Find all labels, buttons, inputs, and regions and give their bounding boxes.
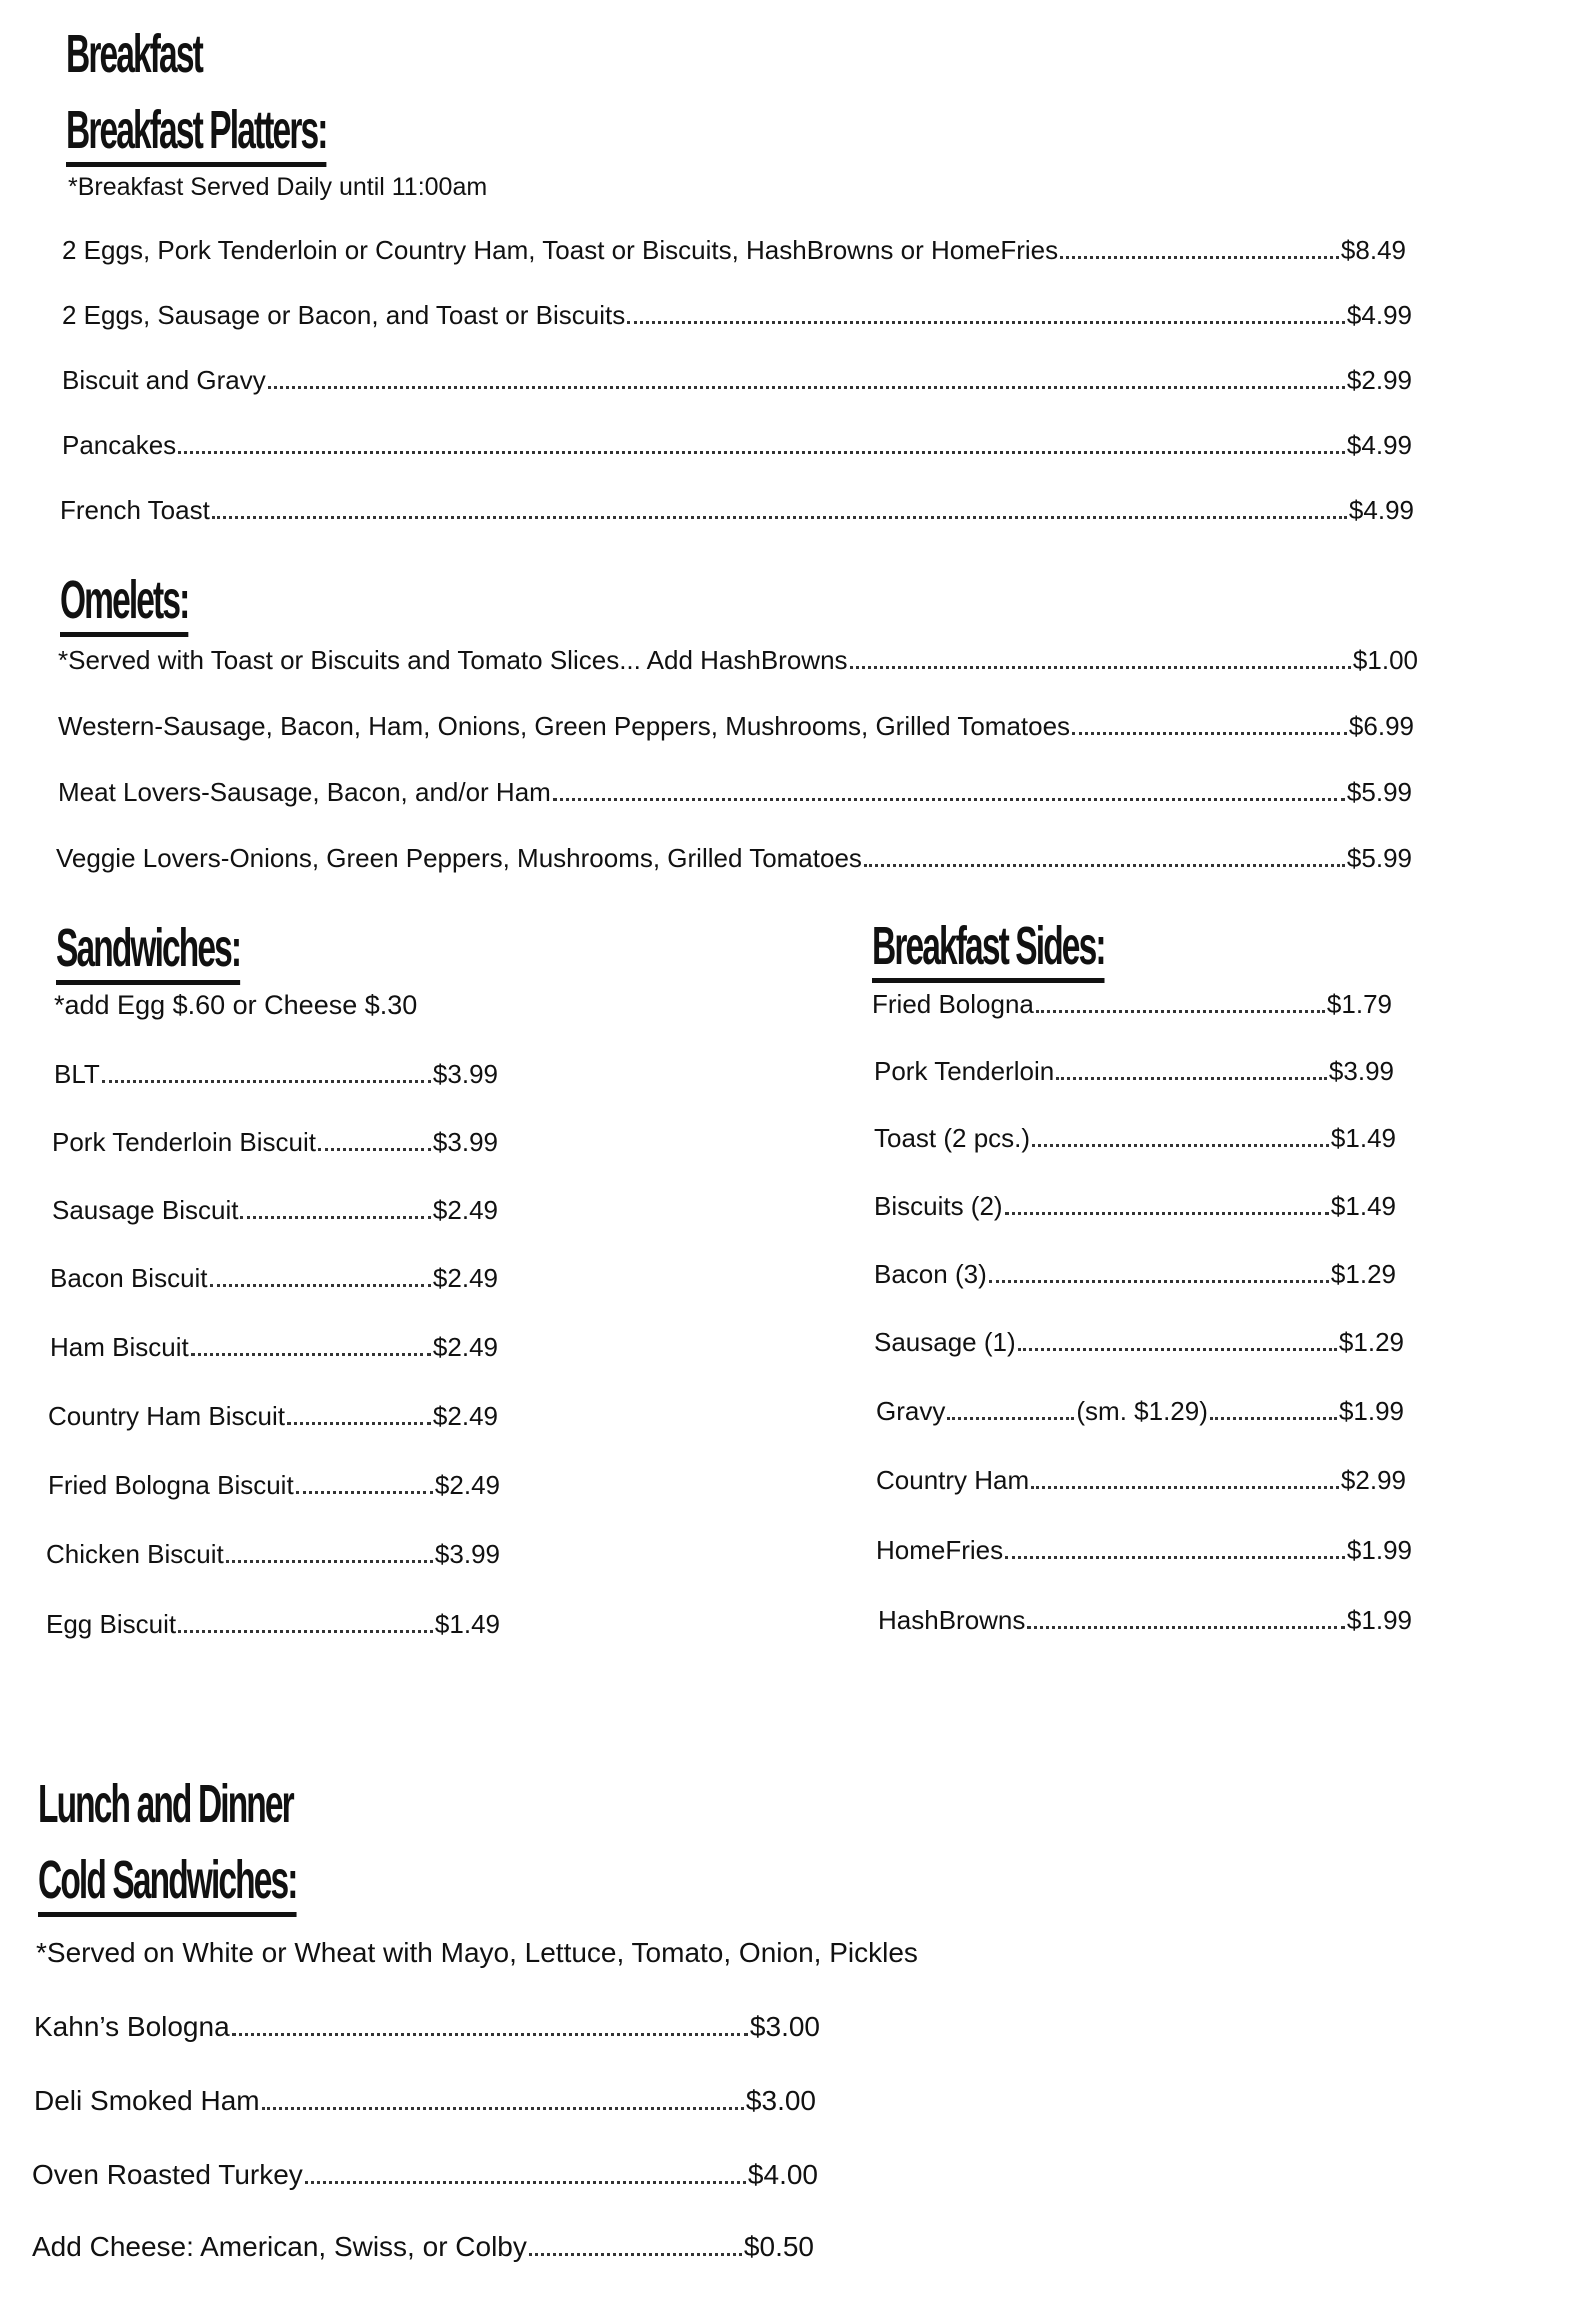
item-name: Pancakes [62,430,177,460]
item-name: Deli Smoked Ham [34,2085,260,2116]
menu-item [62,364,1412,396]
leader-dots [1005,1556,1345,1559]
leader-dots [947,1417,1074,1420]
menu-item [874,1326,1404,1358]
menu-item [874,1055,1394,1087]
leader-dots [178,1630,433,1633]
leader-dots [191,1353,431,1356]
item-name: Gravy [876,1396,946,1426]
item-name: Add Cheese: American, Swiss, or Colby [32,2231,527,2262]
leader-dots [1018,1348,1337,1351]
leader-dots [864,864,1345,867]
menu-item [46,1538,500,1570]
menu-item [52,1194,498,1226]
item-small-price: (sm. $1.29) [1076,1396,1208,1426]
item-name: Country Ham [876,1465,1030,1495]
item-price: $1.49 [1330,1191,1396,1221]
item-name: 2 Eggs, Pork Tenderloin or Country Ham, Toast or Biscuits, HashBrowns or HomeFries [62,235,1059,265]
item-name: Toast (2 pcs.) [874,1123,1031,1153]
item-name: Biscuit and Gravy [62,365,266,395]
menu-item [60,494,1414,526]
item-price: $2.49 [432,1401,498,1431]
item-name: Country Ham Biscuit [48,1401,285,1431]
menu-item [62,299,1412,331]
item-price: $4.00 [747,2159,818,2190]
item-name: Meat Lovers-Sausage, Bacon, and/or Ham [58,777,551,807]
item-price: $3.99 [1328,1056,1394,1086]
menu-item [48,1400,498,1432]
item-name: BLT [54,1059,100,1089]
menu-item [876,1395,1404,1427]
menu-item [62,234,1406,266]
menu-item [54,1058,498,1090]
leader-dots [1031,1486,1339,1489]
leader-dots [529,2253,742,2256]
menu-item [50,1262,498,1294]
item-name: Bacon Biscuit [50,1263,208,1293]
note-text: *Served with Toast or Biscuits and Tomato Slices... Add HashBrowns [58,645,848,675]
leader-dots [850,666,1351,669]
sandwiches-heading: Sandwiches: [56,918,240,985]
sandwiches-note: *add Egg $.60 or Cheese $.30 [54,990,418,1020]
item-price: $1.79 [1326,989,1392,1019]
leader-dots [627,321,1345,324]
leader-dots [232,2033,748,2036]
leader-dots [1056,1077,1327,1080]
leader-dots [262,2107,744,2110]
item-price: $1.49 [434,1609,500,1639]
item-name: Pork Tenderloin Biscuit [52,1127,316,1157]
cold-sandwiches-note: *Served on White or Wheat with Mayo, Lettuce, Tomato, Onion, Pickles [36,1937,918,1968]
item-price: $6.99 [1348,711,1414,741]
item-name: Bacon (3) [874,1259,987,1289]
item-price: $1.29 [1330,1259,1396,1289]
menu-item [874,1258,1396,1290]
leader-dots [1005,1212,1329,1215]
menu-item [32,2230,814,2264]
menu-item [58,776,1412,808]
item-price: $2.49 [432,1195,498,1225]
leader-dots [1072,732,1347,735]
leader-dots [210,1284,431,1287]
menu-item [32,2158,818,2192]
item-price: $3.00 [745,2085,816,2116]
menu-item [58,710,1414,742]
item-price: $1.49 [1330,1123,1396,1153]
item-price: $3.99 [434,1539,500,1569]
item-price: $5.99 [1346,843,1412,873]
item-price: $4.99 [1346,300,1412,330]
menu-item [52,1126,498,1158]
item-name: Western-Sausage, Bacon, Ham, Onions, Green Peppers, Mushrooms, Grilled Tomatoes [58,711,1071,741]
menu-item [62,429,1412,461]
item-price: $3.00 [749,2011,820,2042]
item-price: $3.99 [432,1127,498,1157]
leader-dots [287,1422,431,1425]
leader-dots [553,798,1345,801]
item-name: Sausage Biscuit [52,1195,239,1225]
breakfast-note: *Breakfast Served Daily until 11:00am [68,173,488,201]
leader-dots [226,1560,433,1563]
item-price: $5.99 [1346,777,1412,807]
item-name: Egg Biscuit [46,1609,177,1639]
menu-item [874,1190,1396,1222]
omelets-note [58,644,1418,676]
leader-dots [240,1216,430,1219]
item-price: $4.99 [1346,430,1412,460]
item-name: French Toast [60,495,210,525]
note-price: $1.00 [1352,645,1418,675]
item-name: Fried Bologna Biscuit [48,1470,294,1500]
item-price: $3.99 [432,1059,498,1089]
leader-dots [1032,1144,1329,1147]
item-price: $2.99 [1340,1465,1406,1495]
leader-dots [212,516,1347,519]
item-name: Sausage (1) [874,1327,1016,1357]
item-price: $1.99 [1346,1535,1412,1565]
omelets-heading: Omelets: [60,570,188,637]
breakfast-sides-heading: Breakfast Sides: [872,916,1105,983]
item-name: HomeFries [876,1535,1004,1565]
item-price: $1.29 [1338,1327,1404,1357]
menu-item [48,1469,500,1501]
menu-item [56,842,1412,874]
menu-item [874,1122,1396,1154]
breakfast-title: Breakfast [66,24,202,84]
leader-dots [989,1280,1329,1283]
lunch-dinner-title: Lunch and Dinner [38,1774,293,1834]
cold-sandwiches-heading: Cold Sandwiches: [38,1850,297,1917]
item-name: Veggie Lovers-Onions, Green Peppers, Mushrooms, Grilled Tomatoes [56,843,862,873]
item-name: HashBrowns [878,1605,1026,1635]
menu-item [34,2010,820,2044]
leader-dots [318,1148,431,1151]
item-price: $2.49 [432,1263,498,1293]
leader-dots [1210,1417,1337,1420]
menu-item [50,1331,498,1363]
item-price: $2.49 [434,1470,500,1500]
menu-item [34,2084,816,2118]
item-name: Ham Biscuit [50,1332,189,1362]
leader-dots [305,2181,746,2184]
item-name: Fried Bologna [872,989,1034,1019]
leader-dots [296,1491,433,1494]
item-price: $1.99 [1346,1605,1412,1635]
item-name: Biscuits (2) [874,1191,1003,1221]
item-price: $4.99 [1348,495,1414,525]
leader-dots [1060,256,1339,259]
item-price: $0.50 [743,2231,814,2262]
menu-item [878,1604,1412,1636]
leader-dots [102,1080,431,1083]
item-price: $2.49 [432,1332,498,1362]
item-price: $1.99 [1338,1396,1405,1426]
leader-dots [1036,1010,1325,1013]
item-name: Oven Roasted Turkey [32,2159,303,2190]
item-name: Chicken Biscuit [46,1539,224,1569]
item-name: Kahn’s Bologna [34,2011,230,2042]
menu-item [876,1534,1412,1566]
breakfast-platters-heading: Breakfast Platters: [66,100,327,167]
menu-item [46,1608,500,1640]
item-price: $8.49 [1340,235,1406,265]
leader-dots [178,451,1345,454]
menu-item [872,988,1392,1020]
menu-item [876,1464,1406,1496]
item-name: Pork Tenderloin [874,1056,1055,1086]
leader-dots [268,386,1345,389]
item-price: $2.99 [1346,365,1412,395]
leader-dots [1027,1626,1345,1629]
item-name: 2 Eggs, Sausage or Bacon, and Toast or Biscuits [62,300,626,330]
